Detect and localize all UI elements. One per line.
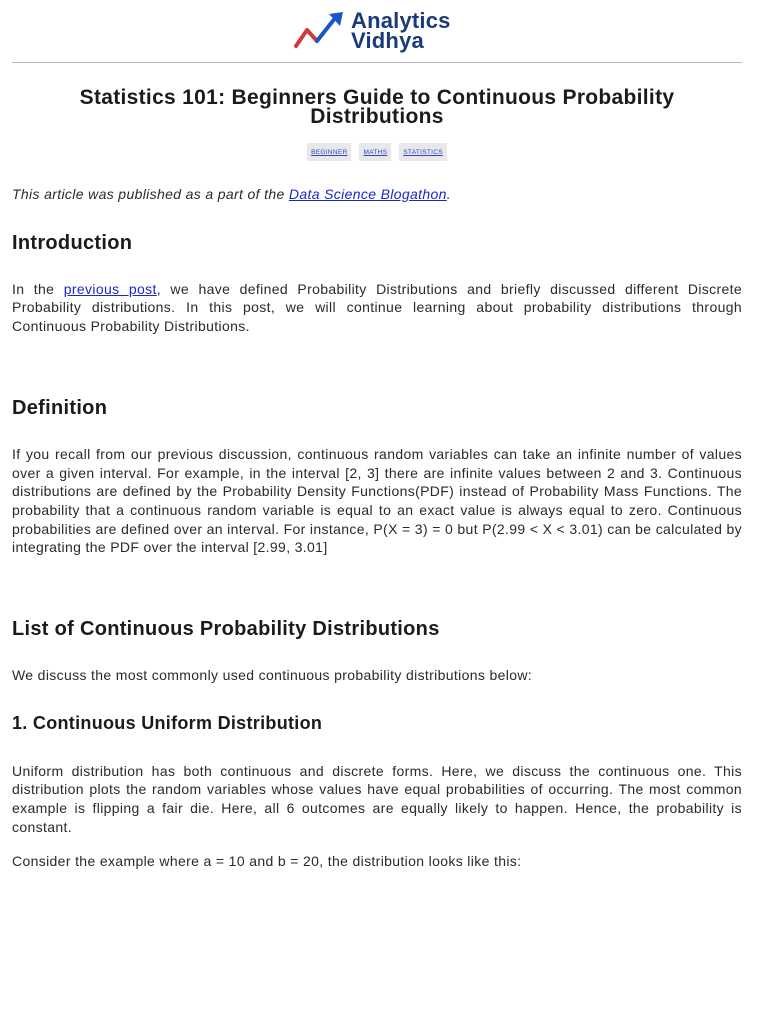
tag-statistics[interactable]: STATISTICS bbox=[399, 143, 447, 161]
intro-text-before: In the bbox=[12, 280, 64, 297]
intro-text-after: , we have defined Probability Distributions and briefly discussed different Discrete Probability distributions. In this post, we will continue learning about probability distributions through Continuous Probability Distributions. bbox=[12, 280, 743, 335]
definition-paragraph: If you recall from our previous discussion, continuous random variables can take an infinite number of values over a given interval. For example, in the interval [2, 3] there are infinite values between 2 and 3. Continuous distributions are defined by the Probability Density Functions(PDF) instead of Probability Mass Functions. The probability that a continuous random variable is equal to an exact value is always equal to zero. Continuous probabilities are defined over an interval. For instance, P(X = 3) = 0 but P(2.99 < X < 3.01) can be calculated by integrating the PDF over the interval [2.99, 3.01] bbox=[12, 445, 742, 556]
introduction-heading: Introduction bbox=[12, 231, 133, 254]
article-title: Statistics 101: Beginners Guide to Continuous Probability Distributions bbox=[79, 86, 675, 128]
uniform-distribution-paragraph: Uniform distribution has both continuous and discrete forms. Here, we discuss the continuous one. This distribution plots the random variables whose values have equal probabilities of occurring. The most common example is flipping a fair die. Here, all 6 outcomes are equally likely to happen. Hence, the probability is constant. bbox=[12, 762, 742, 835]
logo-line-2: Vidhya bbox=[351, 28, 424, 53]
previous-post-link[interactable]: previous post bbox=[63, 280, 157, 297]
analytics-arrow-icon bbox=[293, 10, 347, 52]
logo-line-1: Analytics bbox=[351, 8, 451, 33]
site-logo[interactable] bbox=[293, 10, 451, 52]
list-intro-paragraph: We discuss the most commonly used continuous probability distributions below: bbox=[12, 667, 533, 684]
tag-maths[interactable]: MATHS bbox=[359, 143, 391, 161]
site-header bbox=[0, 0, 768, 63]
uniform-example-paragraph: Consider the example where a = 10 and b = 20, the distribution looks like this: bbox=[12, 852, 522, 869]
tag-beginner[interactable]: BEGINNER bbox=[307, 143, 351, 161]
blogathon-link[interactable]: Data Science Blogathon bbox=[288, 186, 447, 202]
uniform-distribution-heading: 1. Continuous Uniform Distribution bbox=[12, 712, 323, 733]
logo-wordmark bbox=[351, 8, 451, 53]
tag-list bbox=[12, 143, 742, 161]
publication-note bbox=[12, 185, 742, 204]
publication-note-prefix: This article was published as a part of the bbox=[12, 186, 289, 202]
definition-heading: Definition bbox=[12, 396, 108, 419]
introduction-paragraph bbox=[12, 280, 742, 336]
publication-note-suffix: . bbox=[446, 186, 452, 202]
header-divider bbox=[12, 62, 742, 63]
list-heading: List of Continuous Probability Distributions bbox=[12, 618, 440, 641]
article-body bbox=[12, 88, 742, 870]
